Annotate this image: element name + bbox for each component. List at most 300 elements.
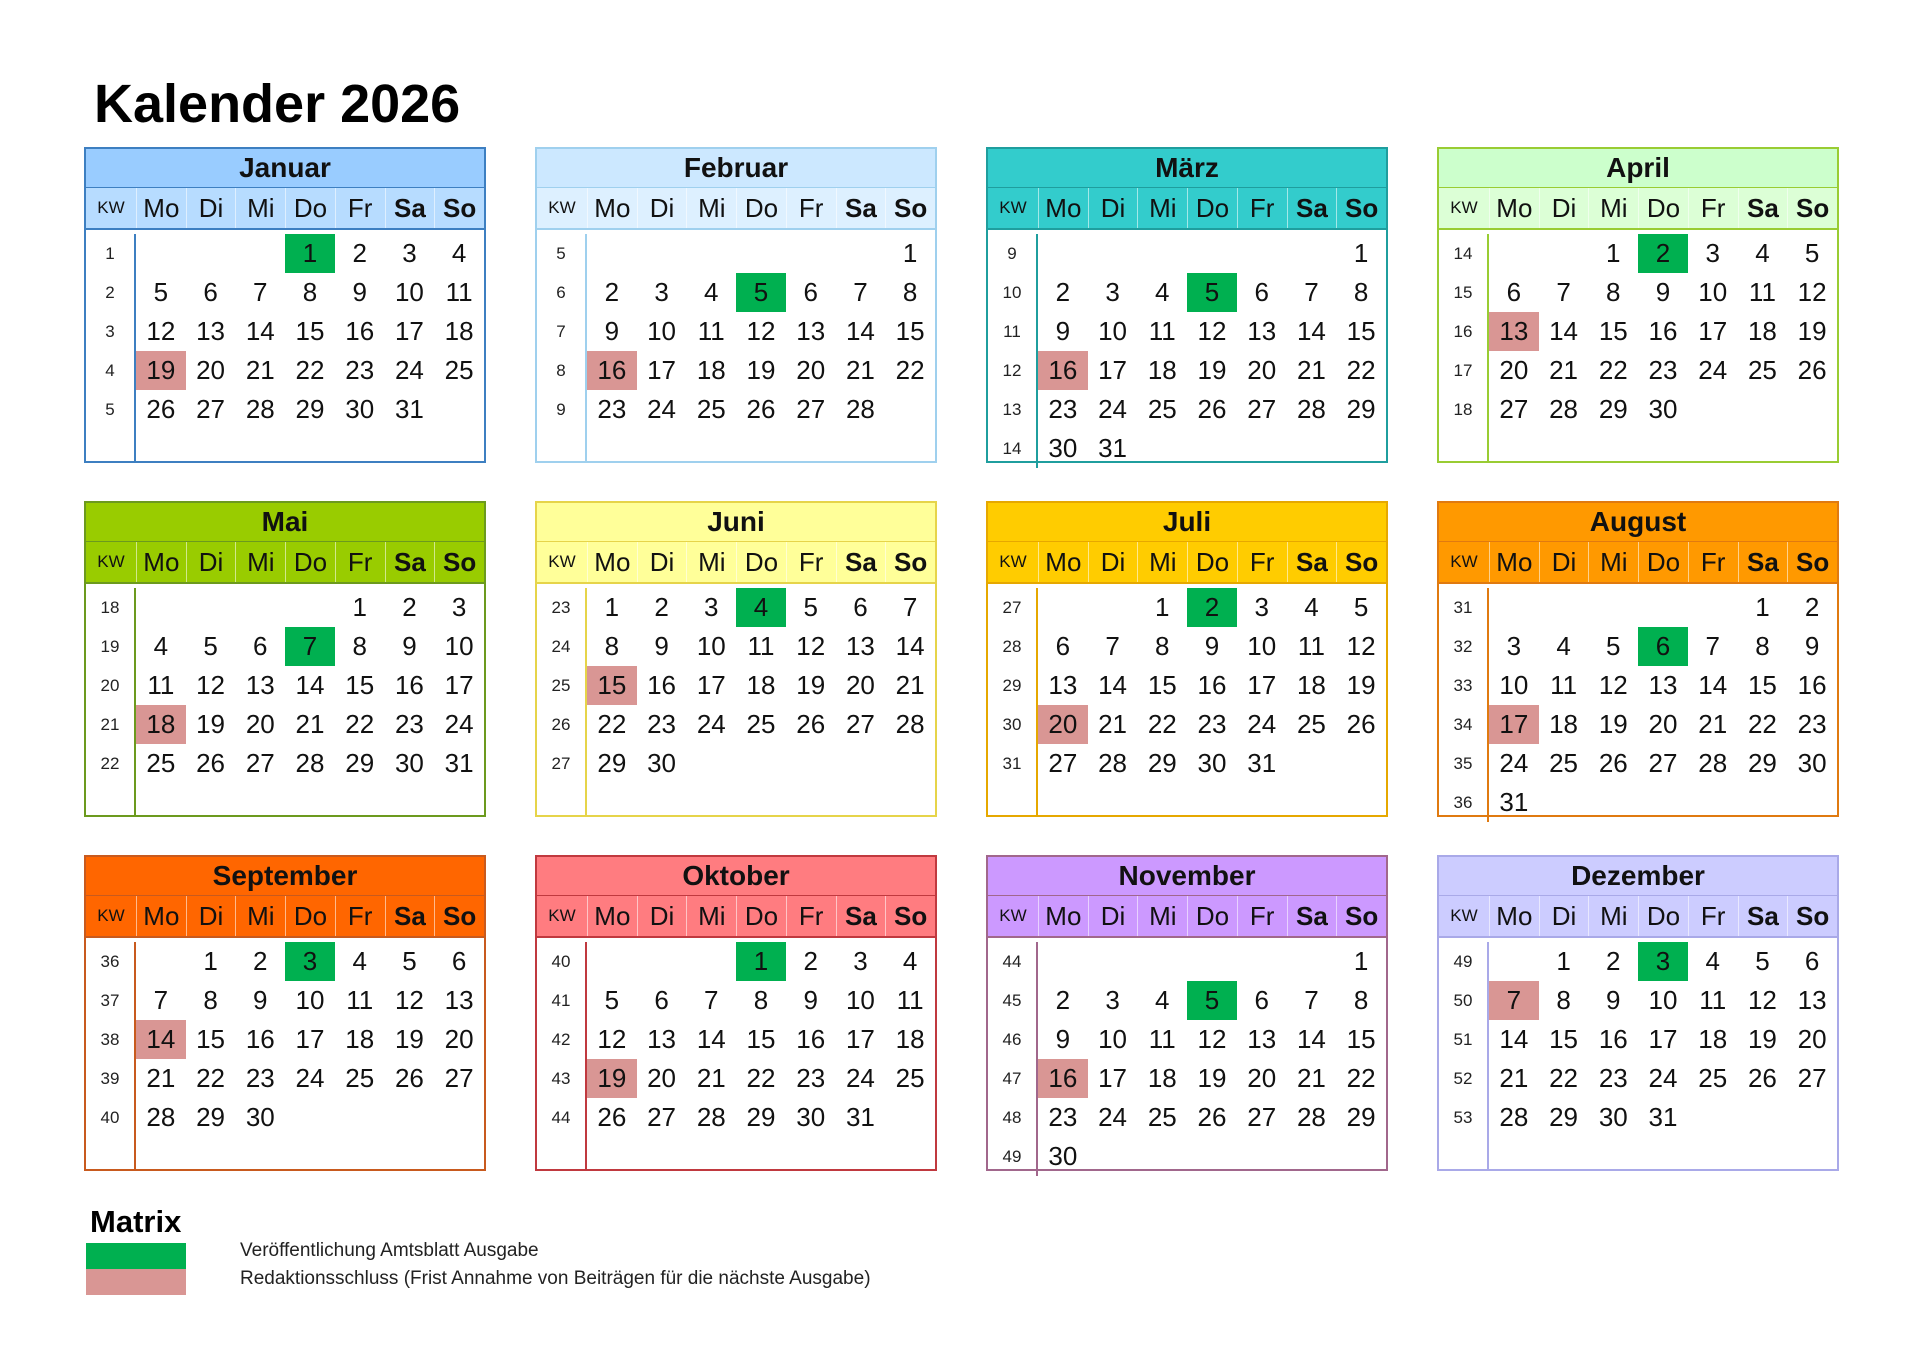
day-cell: 3 bbox=[1105, 277, 1120, 307]
day-cell: 12 bbox=[196, 670, 226, 700]
day-cell: 5 bbox=[1606, 631, 1621, 661]
kw-column-filler bbox=[537, 783, 587, 815]
day-cell-deadline: 17 bbox=[1489, 705, 1539, 744]
week-number: 24 bbox=[537, 627, 587, 666]
day-cell: 26 bbox=[597, 1102, 627, 1132]
day-cell: 10 bbox=[1098, 1024, 1128, 1054]
day-cell: 14 bbox=[295, 670, 325, 700]
legend-label-publication: Veröffentlichung Amtsblatt Ausgabe bbox=[240, 1240, 539, 1261]
week-number: 25 bbox=[537, 666, 587, 705]
weekday-header: Sa bbox=[1287, 896, 1337, 936]
day-cell bbox=[136, 942, 186, 981]
day-cell: 27 bbox=[245, 748, 275, 778]
week-number: 44 bbox=[988, 942, 1038, 981]
day-cell bbox=[1539, 234, 1589, 273]
day-cell: 13 bbox=[845, 631, 875, 661]
day-cell: 24 bbox=[1648, 1063, 1678, 1093]
day-cell: 26 bbox=[1598, 748, 1628, 778]
day-cell: 20 bbox=[845, 670, 875, 700]
day-cell bbox=[1588, 783, 1638, 822]
weekday-header: Mo bbox=[587, 896, 637, 936]
day-cell: 16 bbox=[647, 670, 677, 700]
day-cell: 4 bbox=[1155, 985, 1170, 1015]
weekday-header: Sa bbox=[385, 896, 435, 936]
week-number: 16 bbox=[1439, 312, 1489, 351]
day-cell: 6 bbox=[1254, 985, 1269, 1015]
day-cell: 27 bbox=[1499, 394, 1529, 424]
kw-header: KW bbox=[999, 198, 1027, 217]
day-cell: 31 bbox=[1098, 433, 1128, 463]
kw-header: KW bbox=[548, 552, 576, 571]
day-cell: 20 bbox=[1247, 1063, 1277, 1093]
week-number: 46 bbox=[988, 1020, 1038, 1059]
weekday-header: Mi bbox=[1588, 188, 1638, 228]
day-cell: 27 bbox=[1247, 1102, 1277, 1132]
day-cell bbox=[335, 1098, 385, 1137]
day-cell: 6 bbox=[1055, 631, 1071, 661]
day-cell: 1 bbox=[1606, 238, 1621, 268]
weekday-header: Fr bbox=[786, 542, 836, 582]
weekday-header: Sa bbox=[1738, 188, 1788, 228]
weekday-header: Di bbox=[1539, 896, 1589, 936]
day-cell: 7 bbox=[902, 592, 918, 622]
day-cell: 22 bbox=[345, 709, 375, 739]
day-cell: 20 bbox=[245, 709, 275, 739]
day-cell: 30 bbox=[345, 394, 375, 424]
day-cell: 1 bbox=[1755, 592, 1770, 622]
day-cell: 29 bbox=[295, 394, 325, 424]
day-cell bbox=[736, 234, 786, 273]
day-cell-publication: 3 bbox=[285, 942, 335, 981]
day-cell: 9 bbox=[803, 985, 818, 1015]
weekday-header: So bbox=[885, 896, 935, 936]
day-cell: 10 bbox=[295, 985, 325, 1015]
day-cell bbox=[1088, 1137, 1138, 1176]
week-number: 33 bbox=[1439, 666, 1489, 705]
kw-header: KW bbox=[1450, 906, 1478, 925]
day-cell: 13 bbox=[1648, 670, 1678, 700]
day-cell: 15 bbox=[1747, 670, 1777, 700]
day-cell: 5 bbox=[604, 985, 620, 1015]
day-cell: 21 bbox=[1098, 709, 1128, 739]
day-cell: 23 bbox=[345, 355, 375, 385]
day-cell-deadline: 18 bbox=[136, 705, 186, 744]
day-cell: 18 bbox=[1698, 1024, 1728, 1054]
month-title: Januar bbox=[86, 149, 484, 187]
day-cell: 17 bbox=[696, 670, 726, 700]
kw-header: KW bbox=[548, 198, 576, 217]
weekday-header: Mi bbox=[686, 188, 736, 228]
day-cell bbox=[885, 390, 935, 429]
day-cell-publication: 5 bbox=[736, 273, 786, 312]
day-cell-deadline: 7 bbox=[1489, 981, 1539, 1020]
day-cell: 8 bbox=[1155, 631, 1170, 661]
day-cell: 11 bbox=[697, 316, 725, 346]
day-cell bbox=[1688, 390, 1738, 429]
week-number: 38 bbox=[86, 1020, 136, 1059]
legend-title: Matrix bbox=[90, 1204, 182, 1239]
day-cell: 31 bbox=[1648, 1102, 1678, 1132]
day-cell: 21 bbox=[295, 709, 325, 739]
day-cell: 18 bbox=[345, 1024, 375, 1054]
day-cell-publication: 7 bbox=[285, 627, 335, 666]
day-cell bbox=[1287, 234, 1337, 273]
day-cell: 11 bbox=[147, 670, 175, 700]
day-cell: 23 bbox=[796, 1063, 826, 1093]
week-number: 34 bbox=[1439, 705, 1489, 744]
week-number: 36 bbox=[1439, 783, 1489, 822]
month-title: Dezember bbox=[1439, 857, 1837, 895]
weekday-header: Mo bbox=[587, 542, 637, 582]
day-cell: 25 bbox=[895, 1063, 925, 1093]
day-cell: 12 bbox=[146, 316, 176, 346]
day-cell: 18 bbox=[696, 355, 726, 385]
day-cell: 1 bbox=[1556, 946, 1571, 976]
day-cell: 11 bbox=[1148, 1024, 1176, 1054]
day-cell: 7 bbox=[153, 985, 169, 1015]
weekday-header: Di bbox=[1088, 188, 1138, 228]
day-cell: 21 bbox=[1549, 355, 1579, 385]
weekday-header: Mi bbox=[235, 188, 285, 228]
month-10 bbox=[986, 855, 1388, 1171]
day-cell: 14 bbox=[696, 1024, 726, 1054]
day-cell: 22 bbox=[295, 355, 325, 385]
day-cell: 15 bbox=[1147, 670, 1177, 700]
day-cell: 8 bbox=[302, 277, 318, 307]
kw-column-filler bbox=[1439, 429, 1489, 461]
day-cell: 11 bbox=[346, 985, 374, 1015]
day-cell: 3 bbox=[451, 592, 467, 622]
day-cell bbox=[1187, 1137, 1237, 1176]
day-cell: 9 bbox=[1655, 277, 1671, 307]
weekday-header: Fr bbox=[1688, 188, 1738, 228]
weekday-header: Do bbox=[285, 896, 335, 936]
day-cell: 12 bbox=[1797, 277, 1827, 307]
week-number: 18 bbox=[86, 588, 136, 627]
day-cell: 30 bbox=[1648, 394, 1678, 424]
day-cell: 30 bbox=[647, 748, 677, 778]
day-cell bbox=[1787, 783, 1837, 822]
week-number: 27 bbox=[537, 744, 587, 783]
weekday-header: Mo bbox=[1038, 542, 1088, 582]
weekday-header: So bbox=[434, 542, 484, 582]
day-cell: 2 bbox=[253, 946, 268, 976]
day-cell: 29 bbox=[746, 1102, 776, 1132]
day-cell bbox=[637, 942, 687, 981]
kw-header: KW bbox=[999, 552, 1027, 571]
day-cell: 22 bbox=[597, 709, 627, 739]
day-cell-publication: 5 bbox=[1187, 981, 1237, 1020]
month-6 bbox=[986, 501, 1388, 817]
day-cell: 21 bbox=[1499, 1063, 1529, 1093]
weekday-header: Mo bbox=[136, 542, 186, 582]
day-cell: 16 bbox=[1797, 670, 1827, 700]
weekday-header: Di bbox=[637, 542, 687, 582]
day-cell: 25 bbox=[696, 394, 726, 424]
weekday-header: Sa bbox=[836, 188, 886, 228]
day-cell: 14 bbox=[1296, 316, 1326, 346]
weekday-header: Fr bbox=[1688, 542, 1738, 582]
day-cell-publication: 1 bbox=[285, 234, 335, 273]
week-number: 47 bbox=[988, 1059, 1038, 1098]
weekday-header: Sa bbox=[1287, 542, 1337, 582]
week-number: 22 bbox=[86, 744, 136, 783]
month-title: März bbox=[988, 149, 1386, 187]
week-number: 3 bbox=[86, 312, 136, 351]
day-cell: 22 bbox=[746, 1063, 776, 1093]
day-cell: 15 bbox=[1346, 316, 1376, 346]
kw-column-filler bbox=[86, 783, 136, 815]
weekday-header: So bbox=[434, 896, 484, 936]
week-number: 29 bbox=[988, 666, 1038, 705]
day-cell: 15 bbox=[345, 670, 375, 700]
day-cell bbox=[1688, 1098, 1738, 1137]
day-cell-deadline: 19 bbox=[587, 1059, 637, 1098]
day-cell: 4 bbox=[1155, 277, 1170, 307]
day-cell: 27 bbox=[196, 394, 226, 424]
weekday-header: Mi bbox=[686, 542, 736, 582]
day-cell: 30 bbox=[1048, 1141, 1078, 1171]
day-cell: 24 bbox=[696, 709, 726, 739]
day-cell: 25 bbox=[746, 709, 776, 739]
day-cell bbox=[587, 942, 637, 981]
day-cell: 29 bbox=[1346, 394, 1376, 424]
day-cell: 18 bbox=[1147, 355, 1177, 385]
day-cell: 16 bbox=[1648, 316, 1678, 346]
weekday-header: Do bbox=[1638, 188, 1688, 228]
day-cell: 15 bbox=[196, 1024, 226, 1054]
weekday-header: So bbox=[1787, 542, 1837, 582]
day-cell: 20 bbox=[1499, 355, 1529, 385]
weekday-header: Mo bbox=[1038, 188, 1088, 228]
week-number: 31 bbox=[988, 744, 1038, 783]
day-cell: 11 bbox=[1148, 316, 1176, 346]
day-cell bbox=[1489, 942, 1539, 981]
weekday-header: Di bbox=[186, 896, 236, 936]
month-7 bbox=[1437, 501, 1839, 817]
weekday-header: Do bbox=[736, 542, 786, 582]
day-cell: 31 bbox=[1499, 787, 1529, 817]
day-cell: 21 bbox=[1698, 709, 1728, 739]
kw-column-filler bbox=[1439, 1137, 1489, 1169]
day-cell: 2 bbox=[352, 238, 367, 268]
month-11 bbox=[1437, 855, 1839, 1171]
day-cell: 19 bbox=[1747, 1024, 1777, 1054]
weekday-header: Fr bbox=[1688, 896, 1738, 936]
week-number: 19 bbox=[86, 627, 136, 666]
day-cell: 3 bbox=[1705, 238, 1720, 268]
weekday-header: Fr bbox=[786, 896, 836, 936]
weekday-header: Do bbox=[1638, 542, 1688, 582]
month-2 bbox=[986, 147, 1388, 463]
day-cell: 18 bbox=[1296, 670, 1326, 700]
weekday-header: Mi bbox=[686, 896, 736, 936]
day-cell: 2 bbox=[604, 277, 620, 307]
day-cell: 15 bbox=[895, 316, 925, 346]
day-cell: 22 bbox=[1346, 1063, 1376, 1093]
day-cell: 29 bbox=[345, 748, 375, 778]
day-cell: 6 bbox=[253, 631, 268, 661]
week-number: 49 bbox=[1439, 942, 1489, 981]
day-cell bbox=[1336, 1137, 1386, 1176]
day-cell: 29 bbox=[1747, 748, 1777, 778]
day-cell: 25 bbox=[1296, 709, 1326, 739]
day-cell bbox=[1688, 588, 1738, 627]
day-cell: 1 bbox=[203, 946, 218, 976]
weekday-header: Mi bbox=[1137, 896, 1187, 936]
day-cell: 18 bbox=[1747, 316, 1777, 346]
week-number: 9 bbox=[988, 234, 1038, 273]
day-cell: 4 bbox=[352, 946, 367, 976]
day-cell: 30 bbox=[1197, 748, 1227, 778]
day-cell bbox=[1787, 390, 1837, 429]
day-cell bbox=[1588, 588, 1638, 627]
day-cell bbox=[1038, 234, 1088, 273]
day-cell bbox=[1088, 588, 1138, 627]
day-cell bbox=[1539, 783, 1589, 822]
kw-header: KW bbox=[97, 198, 125, 217]
day-cell: 25 bbox=[1147, 394, 1177, 424]
day-cell bbox=[885, 744, 935, 783]
day-cell bbox=[235, 234, 285, 273]
day-cell: 20 bbox=[1648, 709, 1678, 739]
day-cell: 12 bbox=[1197, 1024, 1227, 1054]
day-cell bbox=[587, 234, 637, 273]
week-number: 36 bbox=[86, 942, 136, 981]
day-cell: 4 bbox=[1304, 592, 1319, 622]
week-number: 50 bbox=[1439, 981, 1489, 1020]
day-cell: 16 bbox=[1197, 670, 1227, 700]
day-cell: 17 bbox=[1247, 670, 1277, 700]
day-cell: 13 bbox=[444, 985, 474, 1015]
day-cell: 23 bbox=[1797, 709, 1827, 739]
month-3 bbox=[1437, 147, 1839, 463]
weekday-header: Fr bbox=[1237, 188, 1287, 228]
weekday-header: Mi bbox=[1137, 542, 1187, 582]
day-cell-deadline: 15 bbox=[587, 666, 637, 705]
day-cell bbox=[1638, 783, 1688, 822]
day-cell bbox=[186, 234, 236, 273]
weekday-header: So bbox=[434, 188, 484, 228]
week-number: 32 bbox=[1439, 627, 1489, 666]
kw-column-filler bbox=[86, 429, 136, 461]
day-cell bbox=[836, 234, 886, 273]
day-cell: 14 bbox=[895, 631, 925, 661]
week-number: 7 bbox=[537, 312, 587, 351]
day-cell: 5 bbox=[803, 592, 818, 622]
day-cell: 21 bbox=[1296, 1063, 1326, 1093]
day-cell: 11 bbox=[1550, 670, 1578, 700]
kw-header: KW bbox=[97, 552, 125, 571]
week-number: 43 bbox=[537, 1059, 587, 1098]
day-cell: 6 bbox=[654, 985, 669, 1015]
kw-header: KW bbox=[548, 906, 576, 925]
day-cell: 5 bbox=[153, 277, 169, 307]
day-cell: 18 bbox=[1147, 1063, 1177, 1093]
day-cell: 23 bbox=[597, 394, 627, 424]
week-number: 11 bbox=[988, 312, 1038, 351]
day-cell: 28 bbox=[1499, 1102, 1529, 1132]
week-number: 42 bbox=[537, 1020, 587, 1059]
day-cell: 21 bbox=[245, 355, 275, 385]
day-cell: 27 bbox=[796, 394, 826, 424]
day-cell: 28 bbox=[1698, 748, 1728, 778]
day-cell: 21 bbox=[696, 1063, 726, 1093]
weekday-header: Fr bbox=[335, 542, 385, 582]
day-cell bbox=[637, 234, 687, 273]
day-cell: 4 bbox=[451, 238, 467, 268]
day-cell bbox=[1187, 234, 1237, 273]
week-number: 23 bbox=[537, 588, 587, 627]
day-cell: 26 bbox=[146, 394, 176, 424]
day-cell bbox=[786, 744, 836, 783]
day-cell: 20 bbox=[444, 1024, 474, 1054]
week-number: 5 bbox=[86, 390, 136, 429]
day-cell: 29 bbox=[1147, 748, 1177, 778]
day-cell bbox=[1088, 942, 1138, 981]
day-cell: 5 bbox=[402, 946, 417, 976]
day-cell bbox=[285, 588, 335, 627]
day-cell: 18 bbox=[746, 670, 776, 700]
day-cell bbox=[1336, 429, 1386, 468]
day-cell bbox=[1088, 234, 1138, 273]
day-cell: 25 bbox=[444, 355, 474, 385]
day-cell: 19 bbox=[1346, 670, 1376, 700]
day-cell: 2 bbox=[654, 592, 669, 622]
weekday-header: Do bbox=[1187, 542, 1237, 582]
day-cell: 25 bbox=[146, 748, 176, 778]
weekday-header: Do bbox=[736, 896, 786, 936]
day-cell: 27 bbox=[1648, 748, 1678, 778]
day-cell: 7 bbox=[1556, 277, 1571, 307]
day-cell bbox=[1237, 429, 1287, 468]
day-cell: 8 bbox=[753, 985, 769, 1015]
day-cell: 17 bbox=[647, 355, 677, 385]
kw-header: KW bbox=[1450, 198, 1478, 217]
week-number: 6 bbox=[537, 273, 587, 312]
day-cell: 30 bbox=[245, 1102, 275, 1132]
weekday-header: Mo bbox=[1489, 542, 1539, 582]
day-cell bbox=[1287, 942, 1337, 981]
day-cell: 4 bbox=[1705, 946, 1720, 976]
day-cell: 13 bbox=[245, 670, 275, 700]
day-cell: 19 bbox=[1598, 709, 1628, 739]
day-cell bbox=[686, 234, 736, 273]
weekday-header: So bbox=[885, 188, 935, 228]
day-cell: 31 bbox=[394, 394, 424, 424]
weekday-header: Mi bbox=[235, 896, 285, 936]
weekday-header: Mi bbox=[1588, 896, 1638, 936]
legend-label-deadline: Redaktionsschluss (Frist Annahme von Beiträgen für die nächste Ausgabe) bbox=[240, 1268, 871, 1289]
day-cell: 15 bbox=[1598, 316, 1628, 346]
day-cell: 30 bbox=[796, 1102, 826, 1132]
day-cell: 8 bbox=[352, 631, 367, 661]
day-cell: 10 bbox=[1098, 316, 1128, 346]
week-number: 51 bbox=[1439, 1020, 1489, 1059]
day-cell: 6 bbox=[1254, 277, 1269, 307]
day-cell: 21 bbox=[146, 1063, 176, 1093]
day-cell: 27 bbox=[1247, 394, 1277, 424]
day-cell: 7 bbox=[1304, 277, 1319, 307]
day-cell: 24 bbox=[1098, 1102, 1128, 1132]
day-cell: 22 bbox=[1346, 355, 1376, 385]
day-cell: 6 bbox=[1804, 946, 1820, 976]
week-number: 30 bbox=[988, 705, 1038, 744]
day-cell: 28 bbox=[895, 709, 925, 739]
day-cell bbox=[686, 942, 736, 981]
day-cell bbox=[434, 390, 484, 429]
day-cell-publication: 3 bbox=[1638, 942, 1688, 981]
